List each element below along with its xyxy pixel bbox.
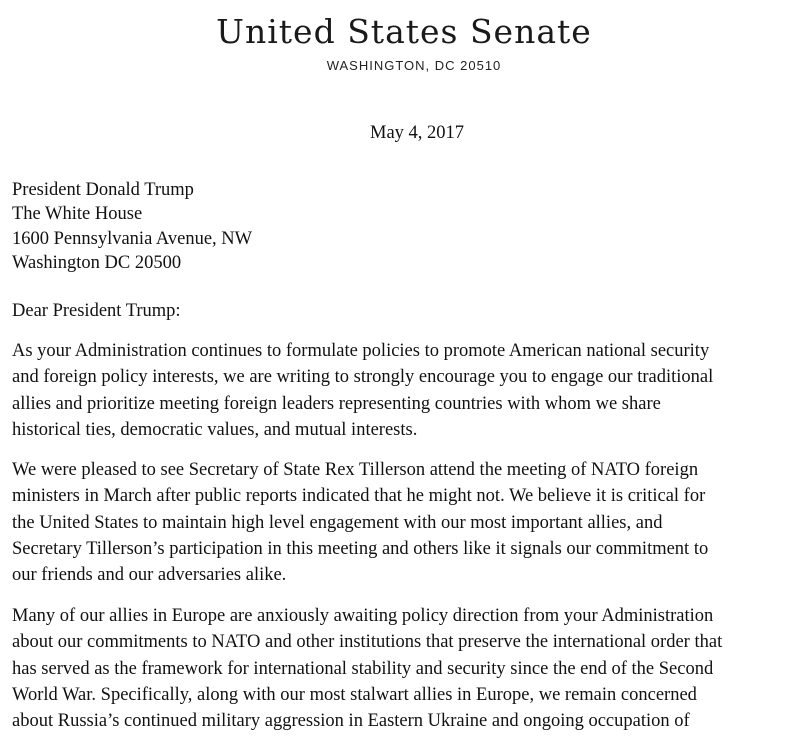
paragraph-line: World War. Specifically, along with our most stalwart allies in Europe, we remain concerned [12, 684, 697, 705]
recipient-street: 1600 Pennsylvania Avenue, NW [12, 228, 253, 249]
letter-date: May 4, 2017 [370, 123, 465, 143]
paragraph-3 [12, 603, 722, 734]
paragraph-line: about Russia’s continued military aggression in Eastern Ukraine and ongoing occupation of [12, 711, 690, 732]
paragraph-line: historical ties, democratic values, and mutual interests. [12, 419, 418, 440]
paragraph-line: As your Administration continues to formulate policies to promote American national security [12, 341, 710, 361]
senate-address: WASHINGTON, DC 20510 [326, 58, 502, 73]
paragraph-line: our friends and our adversaries alike. [12, 565, 287, 586]
salutation: Dear President Trump: [12, 301, 181, 321]
letterhead [0, 10, 788, 73]
recipient-address [12, 178, 252, 275]
paragraph-line: allies and prioritize meeting foreign leaders representing countries with whom we share [12, 393, 661, 414]
paragraph-line: We were pleased to see Secretary of State Rex Tillerson attend the meeting of NATO foreign [12, 460, 699, 480]
recipient-city: Washington DC 20500 [12, 252, 182, 273]
paragraph-line: Many of our allies in Europe are anxiously awaiting policy direction from your Administration [12, 606, 714, 626]
paragraph-line: and foreign policy interests, we are writing to strongly encourage you to engage our traditional [12, 367, 714, 388]
senate-letterhead-title: United States Senate [216, 12, 592, 51]
paragraph-2 [12, 457, 708, 588]
paragraph-line: about our commitments to NATO and other institutions that preserve the international order that [12, 632, 723, 653]
paragraph-line: ministers in March after public reports indicated that he might not. We believe it is critical for [12, 486, 706, 507]
recipient-name: President Donald Trump [12, 180, 194, 200]
paragraph-line: Secretary Tillerson’s participation in this meeting and others like it signals our commitment to [12, 538, 709, 559]
paragraph-line: the United States to maintain high level engagement with our most important allies, and [12, 512, 663, 533]
paragraph-line: has served as the framework for international stability and security since the end of the Second [12, 658, 714, 679]
paragraph-1 [12, 338, 713, 443]
recipient-organization: The White House [12, 204, 143, 225]
